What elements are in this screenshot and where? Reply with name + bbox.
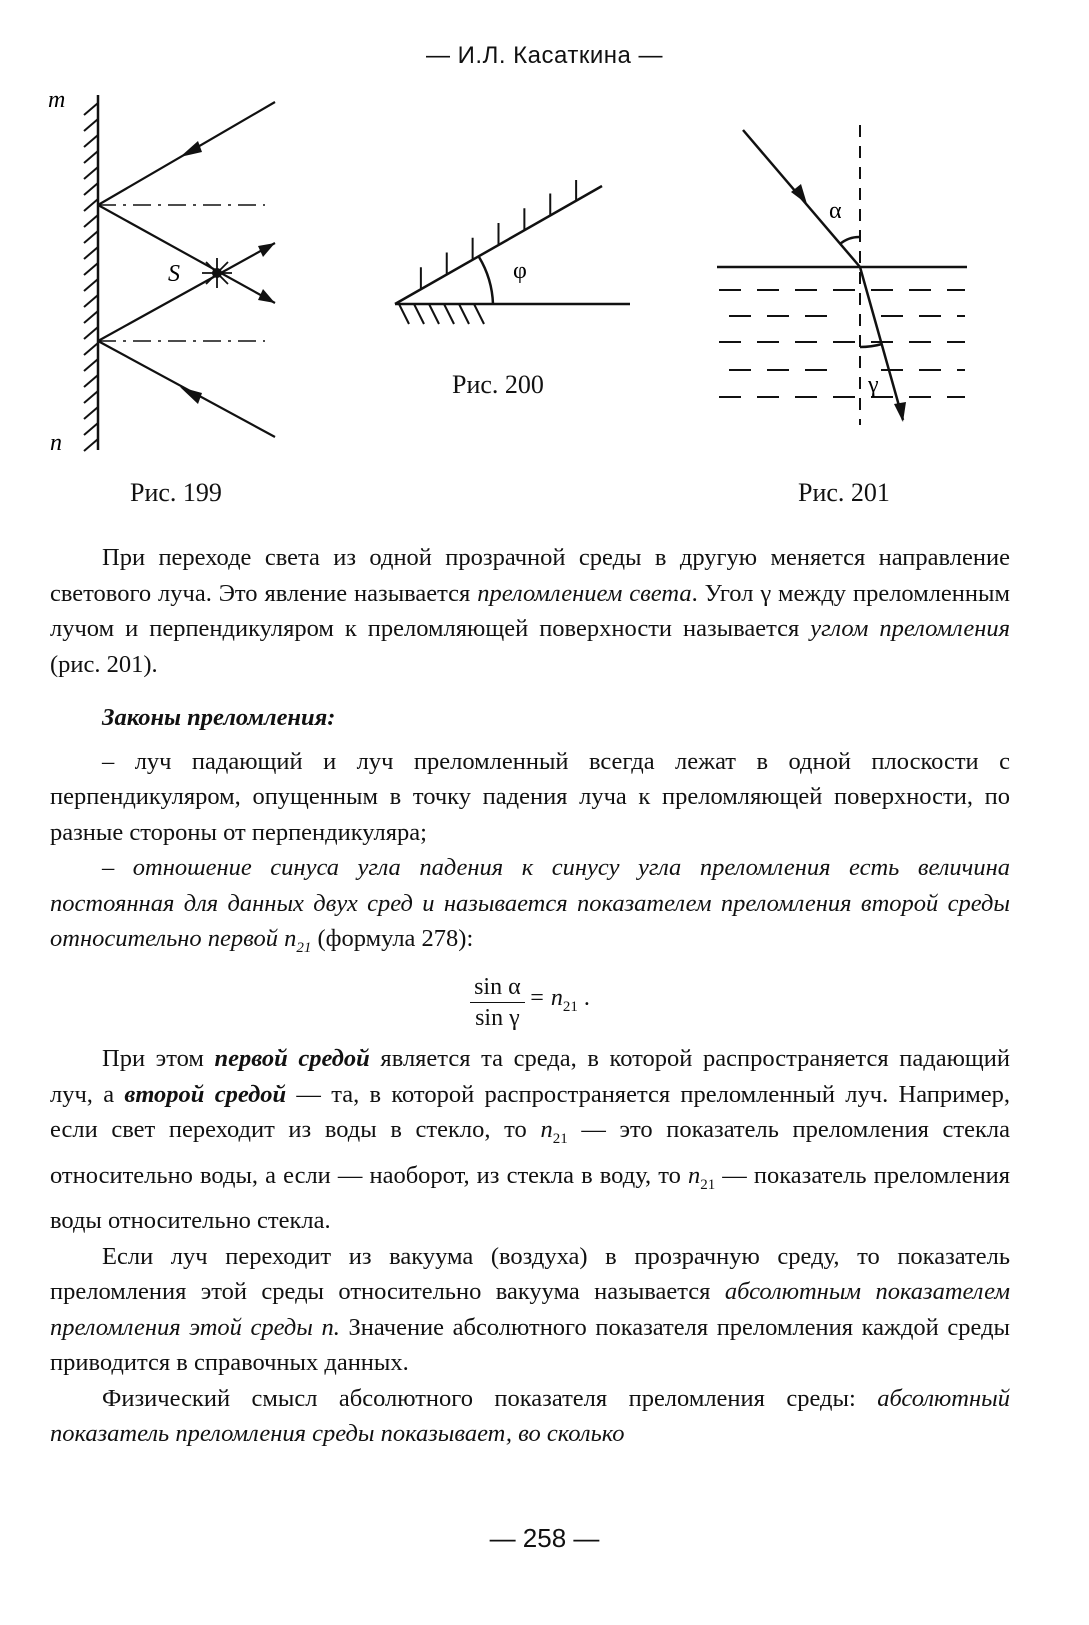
refraction-angle-gamma-label: γ — [868, 372, 879, 398]
incidence-angle-alpha-label: α — [829, 198, 842, 224]
formula-denominator: sin γ — [475, 1005, 520, 1032]
hatch-mark — [474, 304, 484, 324]
hatch-mark — [84, 103, 98, 115]
formula-278 — [50, 972, 1010, 1033]
paragraph-refraction-definition: При переходе света из одной прозрачной среды в другую меняется направление светового луча. Это явление называется преломлением света. Угол γ между преломленным лучом и перпендикуляром к преломляющей поверхности называется углом преломления (рис. 201). — [50, 544, 1011, 678]
hatch-mark — [84, 359, 98, 371]
hatch-mark — [459, 304, 469, 324]
figure-200 — [385, 180, 635, 340]
paragraph-first-second-medium: При этом первой средой является та среда, в которой распространяется падающий луч, а второй средой — та, в которой распространяется преломленный луч. Например, если свет переходит из воды в стекло, то $n_{21}$ — это показатель преломления стекла относительно воды, а если — наоборот, из стекла в воду, то $n_{21}$ — показатель преломления воды относительно стекла. — [50, 1045, 1010, 1235]
formula-numerator: sin α — [470, 972, 525, 1003]
figure-201 — [715, 120, 975, 430]
hatch-mark — [84, 439, 98, 451]
hatch-mark — [84, 375, 98, 387]
hatch-mark — [84, 119, 98, 131]
hatch-mark — [84, 199, 98, 211]
light-source-label-s: S — [168, 261, 180, 287]
paragraph-absolute-index: Если луч переходит из вакуума (воздуха) в прозрачную среду, то показатель преломления этой среды относительно вакуума называется абсолютным показателем преломления этой среды n. Значение абсолютного показателя преломления каждой среды приводится в справочных данных. — [50, 1242, 1011, 1377]
angle-phi-label: φ — [513, 258, 527, 284]
hatch-mark — [399, 304, 409, 324]
running-header: — И.Л. Касаткина — — [426, 42, 663, 69]
hatch-mark — [84, 167, 98, 179]
formula-rhs: = $n_{21}$ . — [528, 984, 590, 1015]
hatch-mark — [429, 304, 439, 324]
law-1: – луч падающий и луч преломленный всегда лежат в одной плоскости с перпендикуляром, опущенным в точку падения луча к преломляющей поверхности, по разные стороны от перпендикуляра; — [50, 747, 1010, 846]
figure-199 — [40, 85, 290, 465]
hatch-mark — [84, 183, 98, 195]
figure-199-drawing — [40, 85, 290, 465]
hatch-mark — [84, 151, 98, 163]
page-number: — 258 — — [489, 1523, 600, 1553]
figure-200-drawing — [385, 180, 635, 340]
hatch-mark — [84, 279, 98, 291]
hatch-mark — [84, 247, 98, 259]
main-text — [50, 540, 1010, 1452]
figure-201-drawing — [715, 120, 975, 430]
mirror-end-label-n: n — [50, 430, 62, 456]
hatch-mark — [84, 135, 98, 147]
hatch-mark — [84, 295, 98, 307]
figure-200-caption: Рис. 200 — [452, 370, 544, 399]
figure-201-caption: Рис. 201 — [798, 478, 890, 507]
hatch-mark — [84, 423, 98, 435]
hatch-mark — [84, 327, 98, 339]
hatch-mark — [84, 231, 98, 243]
hatch-mark — [84, 343, 98, 355]
hatch-mark — [84, 263, 98, 275]
section-heading: Законы преломления: — [102, 704, 336, 731]
figure-199-caption: Рис. 199 — [130, 478, 222, 507]
paragraph-physical-meaning: Физический смысл абсолютного показателя преломления среды: абсолютный показатель преломления среды показывает, во сколько — [50, 1384, 1010, 1448]
hatch-mark — [84, 391, 98, 403]
hatch-mark — [444, 304, 454, 324]
mirror-end-label-m: m — [48, 87, 66, 113]
law-2: – отношение синуса угла падения к синусу угла преломления есть величина постоянная для данных двух сред и называется показателем преломления второй среды относительно первой $n_{21}$ (формула 278): — [50, 854, 1010, 956]
hatch-mark — [84, 311, 98, 323]
hatch-mark — [414, 304, 424, 324]
hatch-mark — [84, 407, 98, 419]
hatch-mark — [84, 215, 98, 227]
formula-fraction — [470, 972, 525, 1033]
